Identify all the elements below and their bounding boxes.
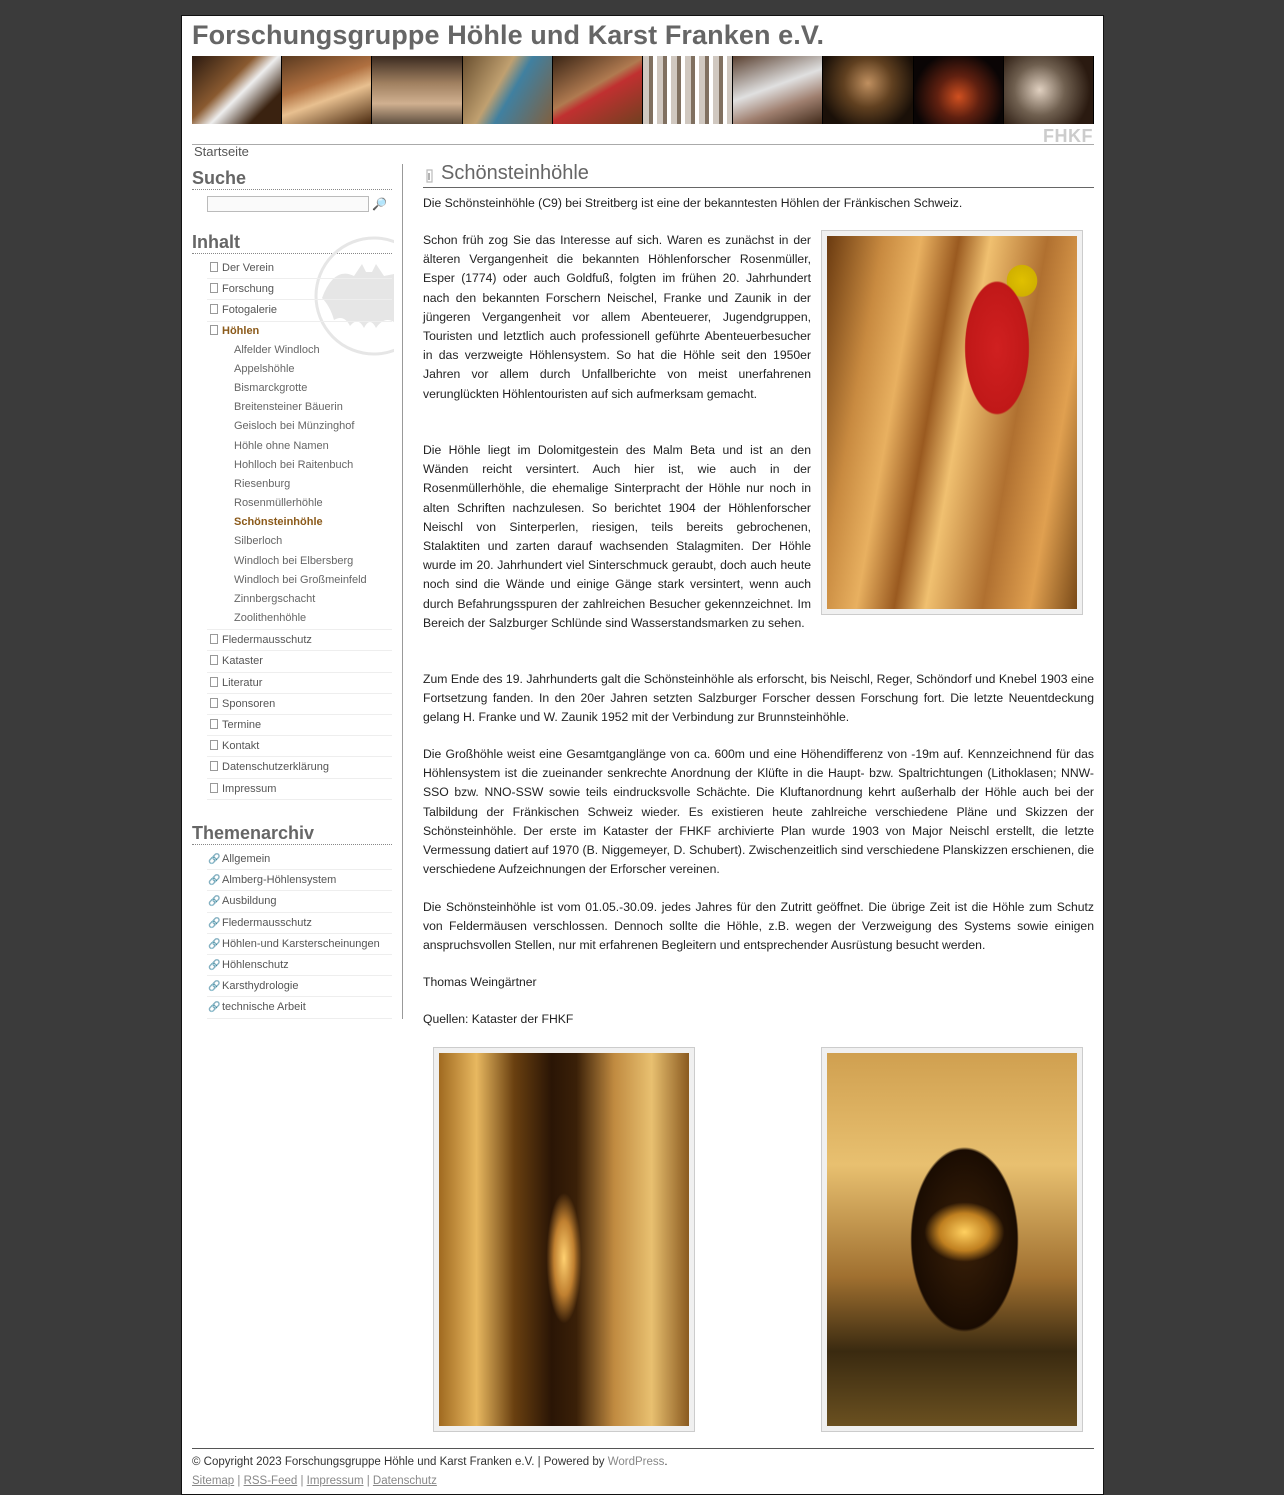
sub-nav-item[interactable]: Zoolithenhöhle: [207, 609, 392, 630]
page-icon: [210, 698, 218, 708]
page-container: [181, 15, 1104, 1495]
sub-nav-item[interactable]: Hohlloch bei Raitenbuch: [234, 458, 354, 471]
breadcrumb-home-link[interactable]: Startseite: [194, 144, 249, 159]
link-icon: 🔗: [208, 854, 221, 865]
topic-list: [207, 849, 392, 1019]
nav-item-label[interactable]: Höhlen: [222, 324, 260, 337]
sub-nav-item[interactable]: Breitensteiner Bäuerin: [234, 401, 343, 414]
topic-item[interactable]: [207, 870, 392, 891]
page-icon: [210, 304, 218, 314]
nav-item[interactable]: [207, 694, 392, 715]
sub-nav-item[interactable]: Bismarckgrotte: [234, 381, 308, 394]
link-icon: 🔗: [208, 1002, 221, 1014]
page-icon: [210, 655, 218, 665]
search-button[interactable]: [372, 196, 386, 212]
fhkf-mark: FHKF: [1043, 126, 1093, 146]
nav-item-label[interactable]: Fledermausschutz: [222, 634, 312, 647]
sub-nav-item[interactable]: Geisloch bei Münzinghof: [234, 420, 355, 433]
sub-nav-item[interactable]: Riesenburg: [234, 477, 291, 490]
wordpress-link[interactable]: WordPress: [607, 1456, 665, 1468]
banner-photo: [282, 56, 372, 124]
article-paragraph: Die Höhle liegt im Dolomitgestein des Malm Beta und ist an den Wänden reicht versintert. Auch hier ist, wie auch in der Rosenmüllerhöhle, die ehemalige Sinterpracht der Höhle nur noch in alten Schriften nachzulesen. So berichtet 1904 der Höhlenforscher Neischl von Sinterperlen, riesigen, teils bereits gebrochenen, Stalaktiten und zarten darauf wachsenden Stalagmiten. Der Höhle wurde im 20. Jahrhundert viel Sinterschmuck geraubt, doch auch heute noch sind die Wände und einige Gänge stark versintert, wenn auch durch Befahrungsspuren der zahlreichen Besucher gekennzeichnet. Im Bereich der Salzburger Schlünde sind Wasserstandsmarken zu sehen.: [423, 443, 811, 630]
footer-separator: |: [234, 1475, 244, 1487]
copyright-period: .: [664, 1456, 668, 1468]
banner-photo: [823, 56, 913, 124]
page-icon: [210, 262, 218, 272]
nav-item[interactable]: [207, 779, 392, 800]
sub-nav-item[interactable]: Windloch bei Elbersberg: [234, 554, 354, 567]
nav-item[interactable]: [207, 673, 392, 694]
sub-nav-item-active[interactable]: Schönsteinhöhle: [234, 516, 323, 529]
nav-item[interactable]: [207, 736, 392, 757]
search-widget-title: Suche: [192, 167, 392, 190]
topic-item[interactable]: [207, 955, 392, 976]
link-icon: 🔗: [208, 875, 221, 887]
article-paragraph: Die Großhöhle weist eine Gesamtganglänge von ca. 600m und eine Höhendifferenz von -19m auf. Kennzeichnend für das Höhlensystem ist die zueinander senkrechte Anordnung der Klüfte in die Haupt- bzw. Spaltrichtungen (Lithoklasen; NNW-SSO bzw. NNO-SSW sowie teils eindrucksvolle Schächte. Die Kluftanordnung kehrt außerhalb der Höhle auch bei der Talbildung der Fränkischen Schweiz wieder. Es existieren heute zahlreiche verschiedene Pläne und Skizzen der Schönsteinhöhle. Der erste im Kataster der FHKF archivierte Plan wurde 1903 von Major Neischl erstellt, die letzte Vermessung datiert auf 1970 (B. Niggemeyer, D. Schubert). Zwischenzeitlich sind verschiedene Planskizzen erschienen, die verschiedene Aufzeichnungen der Erforscher vereinen.: [423, 747, 1094, 877]
page-icon: [210, 677, 218, 687]
copyright-text: © Copyright 2023 Forschungsgruppe Höhle und Karst Franken e.V. | Powered by: [192, 1456, 608, 1468]
topic-item[interactable]: [207, 976, 392, 997]
topic-item-label[interactable]: Allgemein: [222, 853, 271, 865]
page-icon: [210, 761, 218, 771]
nav-item-label[interactable]: Impressum: [222, 782, 277, 795]
sub-nav-list: [207, 341, 392, 631]
nav-widget-title: Inhalt: [192, 231, 392, 254]
page-heading: [423, 164, 1094, 188]
cave-photo-frame[interactable]: [821, 1047, 1083, 1432]
link-icon: 🔗: [208, 917, 221, 929]
topic-item[interactable]: [207, 891, 392, 912]
topic-item-label[interactable]: Höhlen-und Karsterscheinungen: [222, 937, 380, 950]
magnifier-icon: 🔎: [372, 197, 387, 211]
article-sources: Quellen: Kataster der FHKF: [423, 1012, 574, 1026]
topic-item[interactable]: [207, 913, 392, 934]
page-icon: [210, 325, 218, 335]
banner-photo: [643, 56, 733, 124]
article-paragraph: Zum Ende des 19. Jahrhunderts galt die Schönsteinhöhle als erforscht, bis Neischl, Reger, Schöndorf und Knebel 1903 eine Fortsetzung fanden. In den 20er Jahren setzten Salzburger Forscher dessen Forschung fort. Die letzte Neuentdeckung gelang H. Franke und W. Zaunik 1952 mit der Verbindung zur Brunnsteinhöhle.: [423, 672, 1094, 725]
sub-nav-item[interactable]: Rosenmüllerhöhle: [234, 497, 323, 510]
topic-item-label[interactable]: Höhlenschutz: [222, 958, 289, 971]
page-icon: [210, 634, 218, 644]
sub-nav-item[interactable]: Appelshöhle: [234, 362, 295, 375]
page-icon: [210, 283, 218, 293]
search-input[interactable]: [207, 196, 369, 212]
nav-item-label[interactable]: Kataster: [222, 655, 263, 668]
topic-item-label[interactable]: Almberg-Höhlensystem: [222, 874, 337, 887]
banner-photo: [1004, 56, 1094, 124]
link-icon: 🔗: [208, 938, 221, 950]
nav-item-label[interactable]: Literatur: [222, 676, 263, 689]
nav-item[interactable]: [207, 715, 392, 736]
sub-nav-container: [207, 341, 392, 631]
nav-item-label[interactable]: Datenschutzerklärung: [222, 761, 330, 774]
page-icon: [210, 719, 218, 729]
cave-photo[interactable]: [439, 1053, 689, 1426]
sub-nav-item[interactable]: Silberloch: [234, 535, 283, 548]
nav-item[interactable]: [207, 300, 392, 321]
article-paragraph: Schon früh zog Sie das Interesse auf sich. Waren es zunächst in der älteren Vergangenheit die bekannten Höhlenforscher Rosenmüller, Esper (1774) oder auch Goldfuß, folgten im frühen 20. Jahrhundert nach den bekannten Forschern Neischel, Franke und Zaunik in der jüngeren Vergangenheit vor allem Abenteuerer, Jugendgruppen, Touristen und letztlich auch professionell geführte Abenteuerbesucher in das verzweigte Höhlensystem. So hat die Höhle seit den 1950er Jahren vor allem durch Unfallberichte von meist unerfahrenen verunglückten Höhlentouristen auf sich aufmerksam gemacht.: [423, 233, 811, 401]
article-paragraph: Die Schönsteinhöhle ist vom 01.05.-30.09. jedes Jahres für den Zutritt geöffnet. Die übrige Zeit ist die Höhle zum Schutz von Feldermäusen verschlossen. Dennoch sollte die Höhle, z.B. wegen der Verzweigung des Systems sowie einigen anspruchsvollen Stellen, nur mit erfahrenen Begleitern und entsprechender Ausrüstung besucht werden.: [423, 900, 1094, 953]
footer-copyright: [192, 1456, 668, 1468]
nav-item-label[interactable]: Termine: [222, 718, 262, 731]
nav-list: [207, 258, 392, 800]
banner-photo: [192, 56, 282, 124]
topic-item-label[interactable]: Ausbildung: [222, 895, 277, 908]
cave-photo-frame[interactable]: [433, 1047, 695, 1432]
page-icon: [210, 740, 218, 750]
header-rule: [192, 144, 1094, 145]
nav-item-label[interactable]: Kontakt: [222, 740, 260, 753]
nav-item[interactable]: [207, 630, 392, 651]
footer-link-datenschutz[interactable]: Datenschutz: [372, 1475, 437, 1487]
link-icon: 🔗: [208, 981, 221, 993]
banner-photo: [463, 56, 553, 124]
nav-item[interactable]: [207, 258, 392, 279]
sidebar-divider: [402, 164, 403, 1019]
nav-item-label[interactable]: Fotogalerie: [222, 304, 278, 317]
page-icon: [210, 783, 218, 793]
topic-widget-title: Themenarchiv: [192, 822, 392, 845]
link-icon: 🔗: [208, 896, 221, 908]
cave-photo-frame[interactable]: [821, 230, 1083, 615]
topic-item-label[interactable]: technische Arbeit: [222, 1001, 306, 1014]
article-paragraph: Die Schönsteinhöhle (C9) bei Streitberg ist eine der bekanntesten Höhlen der Fränkischen Schweiz.: [423, 196, 963, 210]
footer-rule: [192, 1448, 1094, 1449]
banner-photo: [372, 56, 462, 124]
link-icon: 🔗: [208, 959, 221, 971]
sub-nav-item[interactable]: Windloch bei Großmeinfeld: [234, 573, 367, 586]
page-heading-icon: [425, 168, 435, 184]
nav-item[interactable]: [207, 279, 392, 300]
footer-separator: |: [297, 1475, 307, 1487]
topic-item[interactable]: [207, 934, 392, 955]
footer-link-rss[interactable]: RSS-Feed: [243, 1475, 298, 1487]
page-title: Schönsteinhöhle: [441, 162, 589, 184]
banner-photo: [914, 56, 1004, 124]
topic-item[interactable]: [207, 997, 392, 1018]
nav-item-label[interactable]: Sponsoren: [222, 697, 276, 710]
site-title[interactable]: Forschungsgruppe Höhle und Karst Franken e.V.: [192, 20, 825, 50]
cave-photo[interactable]: [827, 236, 1077, 609]
nav-item-label[interactable]: Der Verein: [222, 262, 274, 274]
banner-photo: [733, 56, 823, 124]
footer-separator: |: [363, 1475, 373, 1487]
footer-links: [192, 1475, 437, 1487]
topic-item-label[interactable]: Fledermausschutz: [222, 916, 312, 929]
nav-item-hoehlen[interactable]: [207, 322, 392, 341]
cave-photo[interactable]: [827, 1053, 1077, 1426]
banner-photo: [553, 56, 643, 124]
sub-nav-item[interactable]: Zinnbergschacht: [234, 593, 316, 605]
sub-nav-item[interactable]: Alfelder Windloch: [234, 343, 320, 356]
header-banner: [192, 56, 1094, 124]
sub-nav-item[interactable]: Höhle ohne Namen: [234, 439, 329, 452]
footer-link-impressum[interactable]: Impressum: [306, 1475, 364, 1487]
topic-item[interactable]: [207, 849, 392, 870]
footer-link-sitemap[interactable]: Sitemap: [192, 1475, 235, 1487]
nav-item[interactable]: [207, 757, 392, 778]
nav-item-label[interactable]: Forschung: [222, 283, 274, 296]
article-author: Thomas Weingärtner: [423, 975, 537, 989]
nav-item[interactable]: [207, 651, 392, 672]
topic-item-label[interactable]: Karsthydrologie: [222, 980, 299, 993]
